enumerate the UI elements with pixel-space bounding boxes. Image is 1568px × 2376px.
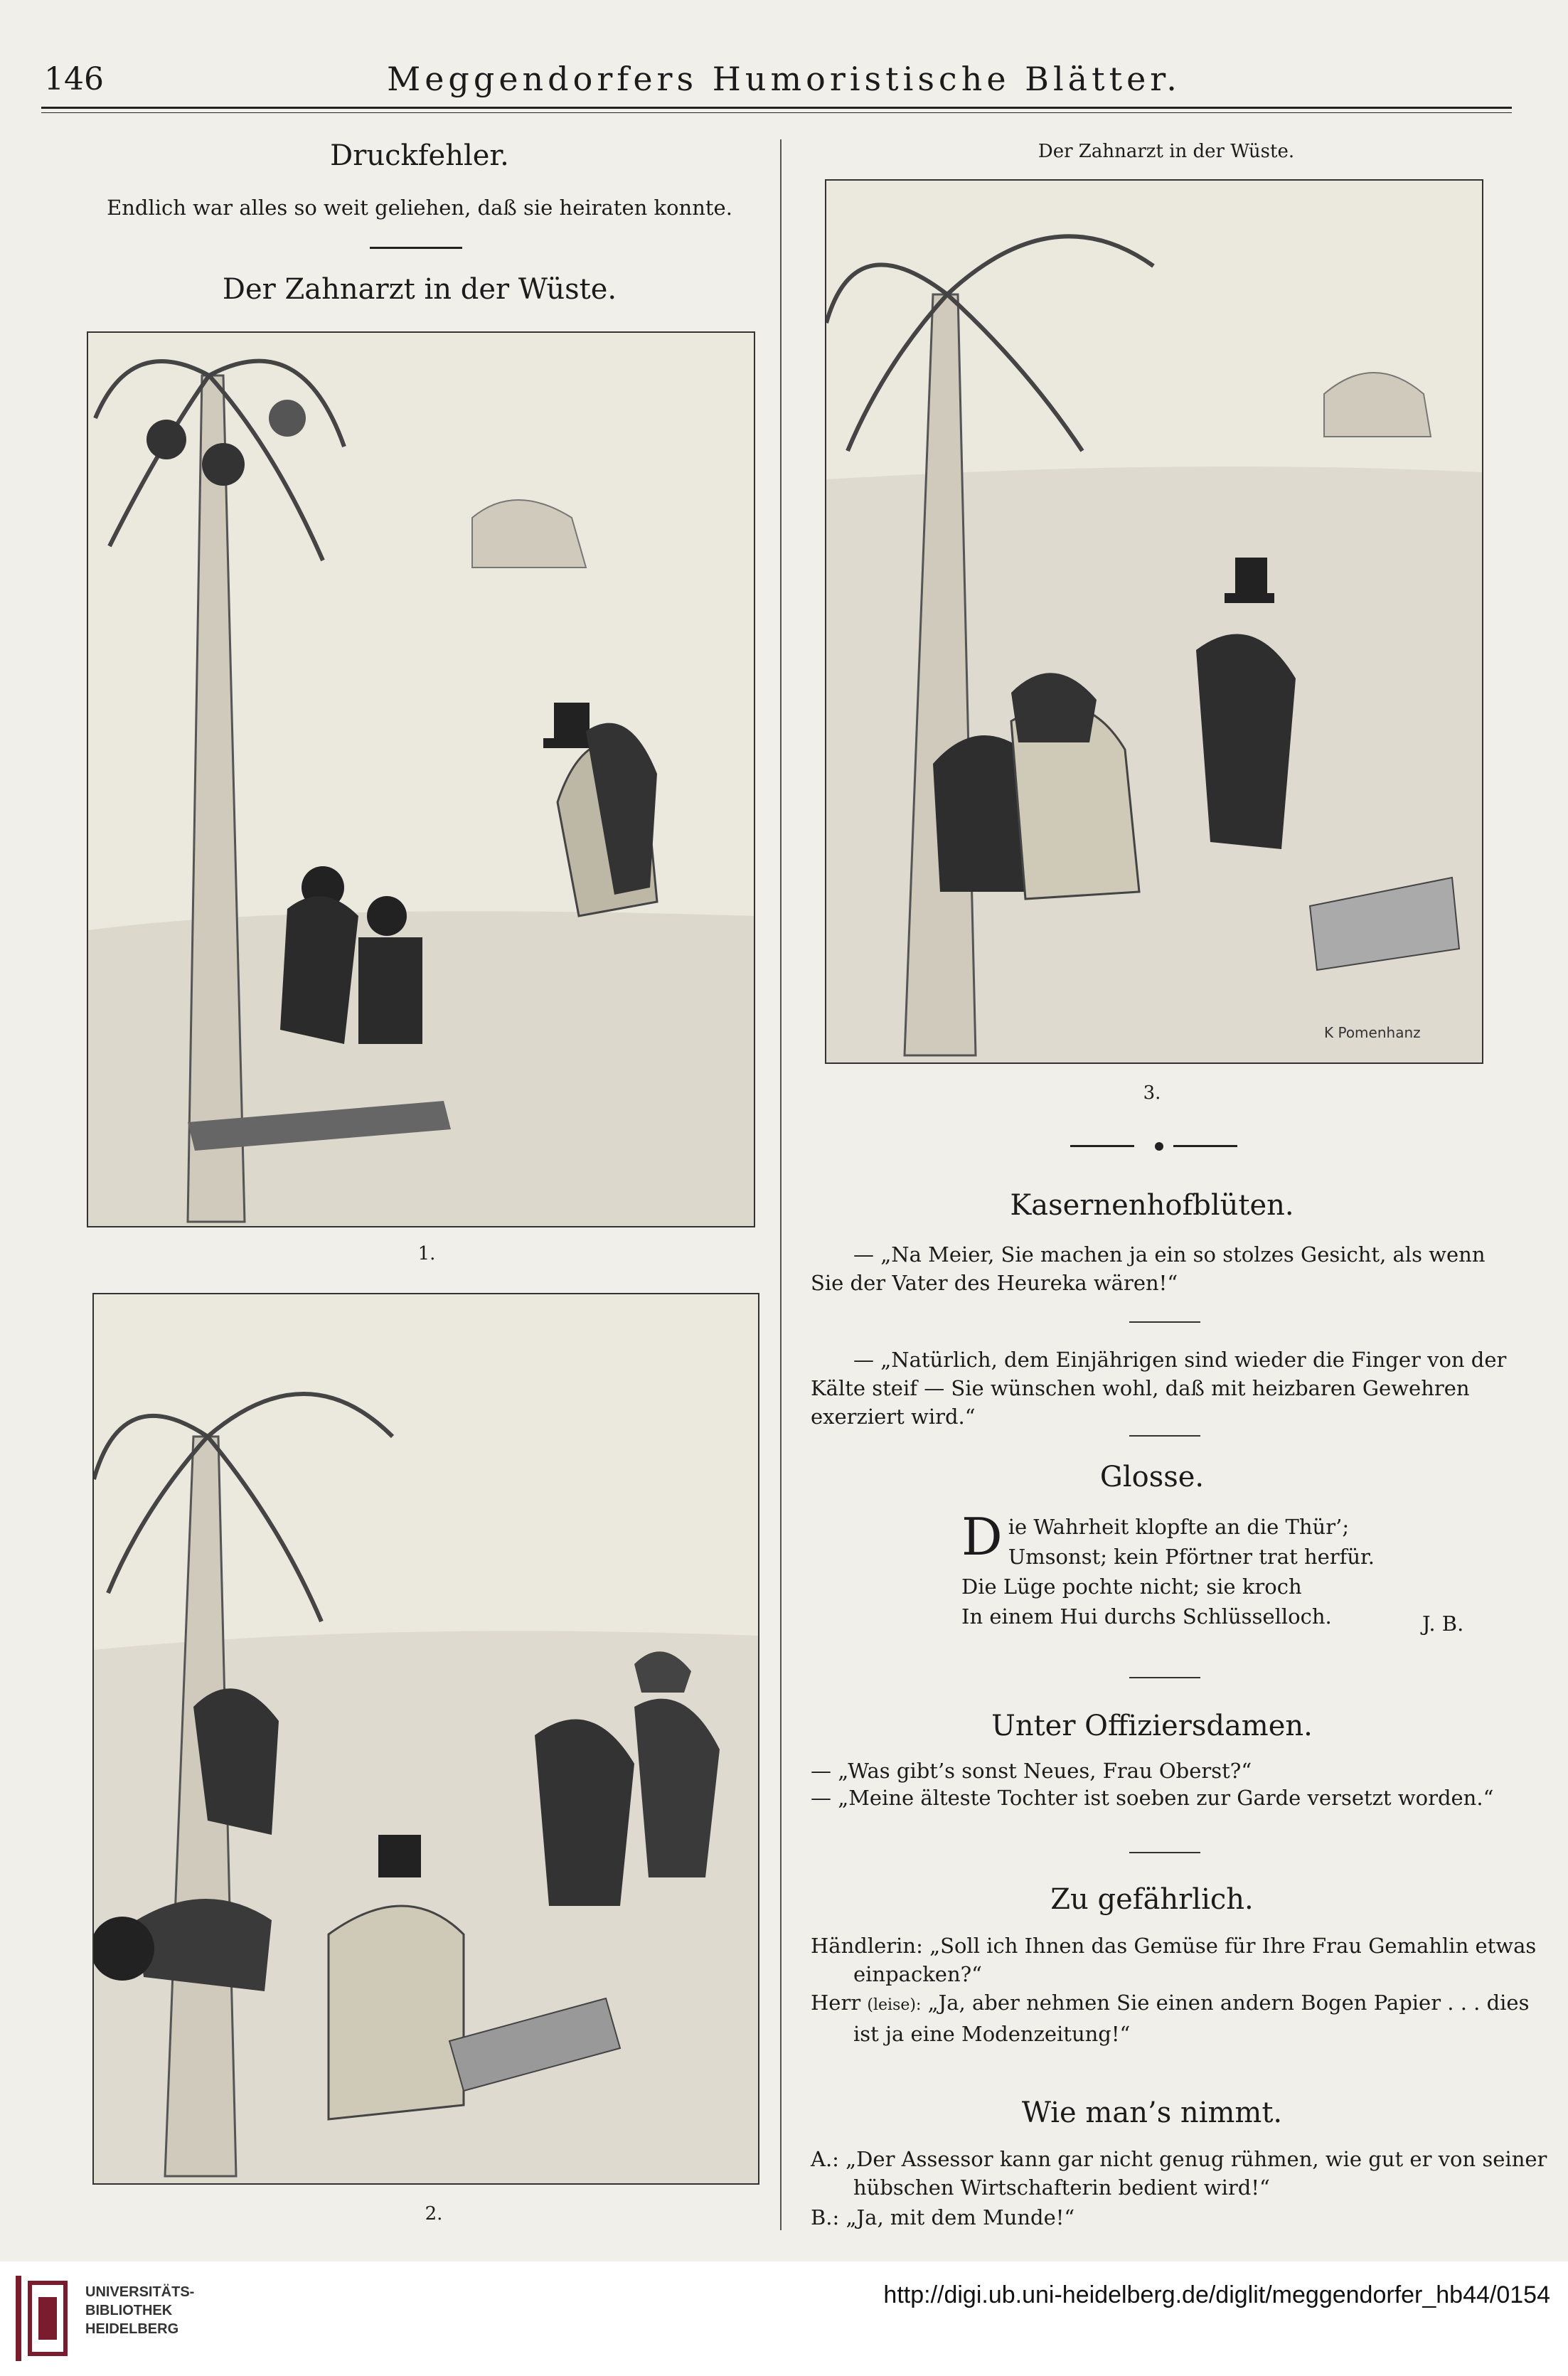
running-title: Meggendorfers Humoristische Blätter. [387, 60, 1181, 98]
separator [1129, 1435, 1200, 1437]
kasernen-p1: — „Na Meier, Sie machen ja ein so stolzes Gesicht, als wenn Sie der Vater des Heureka wären!“ [811, 1242, 1486, 1295]
glosse-signature: J. B. [1422, 1611, 1464, 1636]
ornament-dot [1155, 1142, 1163, 1151]
library-name-line-3: HEIDELBERG [85, 2321, 179, 2337]
nimmt-speech-1 [811, 2145, 1550, 2202]
kasernen-title: Kasernenhofblüten. [1010, 1189, 1294, 1222]
caption-1: 1. [417, 1243, 436, 1264]
zahnarzt-title: Der Zahnarzt in der Wüste. [222, 273, 617, 306]
glosse-title: Glosse. [1099, 1461, 1205, 1493]
library-name-line-2: BIBLIOTHEK [85, 2303, 173, 2318]
druckfehler-title: Druckfehler. [330, 139, 509, 172]
illustration-3 [825, 179, 1483, 1064]
separator [1129, 1677, 1200, 1678]
speech-text: „Der Assessor kann gar nicht genug rühmen, wie gut er von seiner hübschen Wirtschafterin bedient wird!“ [846, 2147, 1547, 2200]
stage-direction: (leise): [867, 1996, 922, 2014]
caption-2: 2. [425, 2203, 443, 2225]
gefaehrlich-speech-2 [811, 1988, 1550, 2048]
library-logo-icon [16, 2276, 73, 2361]
glosse-line-4: In einem Hui durchs Schlüsselloch. [961, 1604, 1332, 1629]
speaker-label: A.: [811, 2147, 839, 2171]
speaker-label: B.: [811, 2205, 840, 2230]
viewer-footer [0, 2262, 1568, 2376]
offiziers-line-2: — „Meine älteste Tochter ist soeben zur Garde versetzt worden.“ [811, 1786, 1494, 1810]
illustration-1 [87, 331, 755, 1227]
page-number: 146 [44, 61, 104, 97]
header-rule-thin [41, 112, 1512, 113]
header-rule [41, 107, 1512, 109]
ornament-rule [370, 247, 462, 249]
offiziers-title: Unter Offiziersdamen. [991, 1710, 1313, 1742]
glosse-line-2: Umsonst; kein Pförtner trat herfür. [1008, 1545, 1375, 1569]
speaker-label: Händlerin: [811, 1934, 923, 1958]
gefaehrlich-title: Zu gefährlich. [1050, 1883, 1254, 1916]
illustration-2-drawing [94, 1294, 758, 2183]
illustration-2 [92, 1293, 759, 2185]
speech-text: „Soll ich Ihnen das Gemüse für Ihre Frau Gemahlin etwas einpacken?“ [853, 1934, 1537, 1986]
speaker-label: Herr [811, 1991, 861, 2015]
glosse-poem [961, 1507, 1473, 1631]
glosse-line-1: ie Wahrheit klopfte an die Thür’; [1008, 1515, 1350, 1539]
illustration-signature: K Pomenhanz [1324, 1024, 1421, 1041]
nimmt-title: Wie man’s nimmt. [1021, 2097, 1283, 2129]
separator [1129, 1852, 1200, 1853]
caption-3: 3. [1143, 1082, 1161, 1104]
library-name-line-1: UNIVERSITÄTS- [85, 2284, 195, 2300]
kasernen-p2: — „Natürlich, dem Einjährigen sind wieder die Finger von der Kälte steif — Sie wünschen wohl, daß mit heizbaren Gewehren exerziert wird.“ [811, 1348, 1507, 1429]
permalink-url[interactable]: http://digi.ub.uni-heidelberg.de/diglit/meggendorfer_hb44/0154 [883, 2281, 1550, 2308]
speech-text: „Ja, mit dem Munde!“ [846, 2205, 1075, 2230]
ornament-rule-right [1173, 1145, 1237, 1147]
separator [1129, 1321, 1200, 1323]
offiziers-line-1: — „Was gibt’s sonst Neues, Frau Oberst?“ [811, 1759, 1252, 1783]
speech-text: „Ja, aber nehmen Sie einen andern Bogen Papier . . . dies ist ja eine Modenzeitung!“ [853, 1991, 1530, 2046]
illustration-3-drawing [826, 181, 1482, 1062]
nimmt-speech-2 [811, 2203, 1508, 2232]
glosse-line-3: Die Lüge pochte nicht; sie kroch [961, 1575, 1302, 1599]
column-separator [780, 139, 782, 2230]
druckfehler-text: Endlich war alles so weit geliehen, daß sie heiraten konnte. [107, 196, 732, 220]
illustration-1-drawing [88, 333, 754, 1226]
image-3-title: Der Zahnarzt in der Wüste. [1038, 141, 1295, 162]
glosse-initial: D [961, 1507, 1003, 1567]
library-name [85, 2283, 194, 2338]
gefaehrlich-speech-1 [811, 1932, 1550, 1988]
ornament-rule-left [1070, 1145, 1134, 1147]
